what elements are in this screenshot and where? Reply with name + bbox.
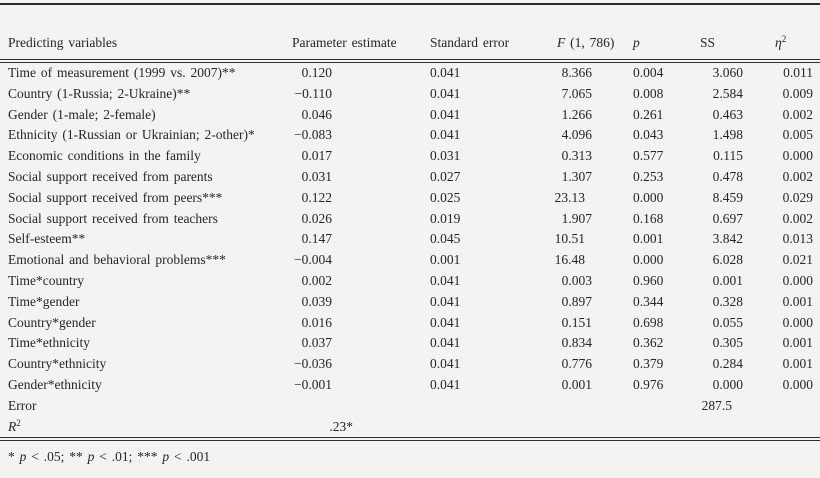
eta-exponent: 2 bbox=[781, 34, 787, 44]
cell-p-value: 0.000 bbox=[633, 189, 664, 205]
header-row bbox=[0, 4, 820, 61]
cell-parameter-estimate: 0.120 bbox=[301, 65, 332, 80]
cell-f-value: 1.907 bbox=[561, 210, 592, 226]
cell-predictor: Ethnicity (1-Russian or Ukrainian; 2-other)* bbox=[8, 127, 255, 143]
footnote-text: < .05; ** bbox=[26, 449, 88, 465]
p-symbol: p bbox=[19, 449, 27, 465]
cell-f-value: 0.313 bbox=[561, 148, 592, 164]
cell-p-value: 0.043 bbox=[633, 127, 664, 143]
cell-p-value: 0.698 bbox=[633, 314, 664, 330]
cell-p-value: 0.001 bbox=[633, 231, 664, 247]
cell-parameter-estimate: 0.002 bbox=[301, 272, 332, 288]
cell-p-value: 0.362 bbox=[633, 335, 664, 351]
table-row-r-squared bbox=[0, 417, 820, 440]
cell-ss: 6.028 bbox=[712, 252, 743, 268]
r-symbol: R bbox=[8, 418, 17, 434]
cell-eta-squared: 0.002 bbox=[782, 106, 813, 122]
table-row bbox=[0, 167, 820, 188]
cell-standard-error: 0.045 bbox=[430, 231, 461, 247]
cell-p-value: 0.976 bbox=[633, 376, 664, 392]
cell-parameter-estimate: −0.036 bbox=[294, 356, 332, 372]
cell-p-value: 0.344 bbox=[633, 293, 664, 309]
cell-predictor: Country*ethnicity bbox=[8, 356, 107, 372]
table-row bbox=[0, 105, 820, 126]
cell-eta-squared: 0.001 bbox=[782, 335, 813, 351]
cell-parameter-estimate: −0.004 bbox=[294, 252, 332, 268]
cell-eta-squared: 0.001 bbox=[782, 293, 813, 309]
cell-eta-squared: 0.001 bbox=[782, 356, 813, 372]
cell-predictor: Social support received from peers*** bbox=[8, 189, 223, 205]
cell-predictor: Time*gender bbox=[8, 293, 80, 309]
col-header-eta-squared bbox=[755, 4, 820, 61]
cell-standard-error: 0.041 bbox=[430, 293, 461, 309]
cell-empty bbox=[545, 417, 610, 440]
cell-parameter-estimate: 0.017 bbox=[301, 148, 332, 164]
table-row bbox=[0, 125, 820, 146]
cell-f-value: 16.48 bbox=[554, 252, 585, 268]
p-symbol: p bbox=[633, 35, 640, 50]
cell-f-value: 1.307 bbox=[561, 168, 592, 184]
cell-parameter-estimate: 0.031 bbox=[301, 168, 332, 184]
cell-standard-error: 0.041 bbox=[430, 127, 461, 143]
cell-empty bbox=[410, 417, 545, 440]
cell-parameter-estimate: 0.016 bbox=[301, 314, 332, 330]
cell-eta-squared: 0.000 bbox=[782, 272, 813, 288]
table-row bbox=[0, 292, 820, 313]
cell-predictor: Time*ethnicity bbox=[8, 335, 91, 351]
cell-ss: 3.842 bbox=[712, 231, 743, 247]
cell-f-value: 0.003 bbox=[561, 272, 592, 288]
cell-empty bbox=[285, 396, 410, 417]
cell-p-value: 0.004 bbox=[633, 65, 664, 80]
table-row-error bbox=[0, 396, 820, 417]
col-header-predicting-variables: Predicting variables bbox=[0, 4, 285, 61]
cell-ss: 0.463 bbox=[712, 106, 743, 122]
cell-predictor: Time of measurement (1999 vs. 2007)** bbox=[8, 65, 236, 80]
cell-standard-error: 0.041 bbox=[430, 85, 461, 101]
cell-eta-squared: 0.000 bbox=[782, 314, 813, 330]
col-header-parameter-estimate: Parameter estimate bbox=[285, 4, 410, 61]
cell-predictor: Error bbox=[8, 397, 37, 413]
cell-p-value: 0.008 bbox=[633, 85, 664, 101]
f-degrees-of-freedom: (1, 786) bbox=[565, 35, 615, 50]
cell-parameter-estimate: −0.110 bbox=[294, 85, 332, 101]
cell-ss: 0.284 bbox=[712, 356, 743, 372]
cell-ss: 2.584 bbox=[712, 85, 743, 101]
col-header-p-value bbox=[610, 4, 690, 61]
col-header-standard-error: Standard error bbox=[410, 4, 545, 61]
cell-eta-squared: 0.002 bbox=[782, 168, 813, 184]
cell-p-value: 0.000 bbox=[633, 252, 664, 268]
cell-p-value: 0.168 bbox=[633, 210, 664, 226]
cell-p-value: 0.960 bbox=[633, 272, 664, 288]
cell-f-value: 0.151 bbox=[561, 314, 592, 330]
footnote-text: * bbox=[8, 449, 20, 465]
cell-standard-error: 0.031 bbox=[430, 148, 461, 164]
cell-empty bbox=[410, 396, 545, 417]
table-row bbox=[0, 146, 820, 167]
cell-standard-error: 0.027 bbox=[430, 168, 461, 184]
cell-ss: 0.055 bbox=[712, 314, 743, 330]
cell-f-value: 4.096 bbox=[561, 127, 592, 143]
cell-f-value: 8.366 bbox=[561, 65, 592, 80]
cell-standard-error: 0.041 bbox=[430, 335, 461, 351]
cell-f-value: 23.13 bbox=[554, 189, 585, 205]
cell-parameter-estimate: 0.147 bbox=[301, 231, 332, 247]
cell-predictor: Country (1-Russia; 2-Ukraine)** bbox=[8, 85, 191, 101]
cell-empty bbox=[755, 396, 820, 417]
cell-ss: 0.697 bbox=[712, 210, 743, 226]
cell-f-value: 0.897 bbox=[561, 293, 592, 309]
cell-f-value: 10.51 bbox=[554, 231, 585, 247]
cell-predictor: Country*gender bbox=[8, 314, 96, 330]
cell-standard-error: 0.019 bbox=[430, 210, 461, 226]
cell-parameter-estimate: −0.001 bbox=[294, 376, 332, 392]
table-row bbox=[0, 229, 820, 250]
table-row bbox=[0, 209, 820, 230]
cell-eta-squared: 0.009 bbox=[782, 85, 813, 101]
cell-parameter-estimate: 0.026 bbox=[301, 210, 332, 226]
cell-ss: 0.001 bbox=[712, 272, 743, 288]
cell-f-value: 0.776 bbox=[561, 356, 592, 372]
cell-empty bbox=[545, 396, 610, 417]
cell-predictor: Gender (1-male; 2-female) bbox=[8, 106, 156, 122]
table-body bbox=[0, 61, 820, 439]
cell-parameter-estimate: 0.039 bbox=[301, 293, 332, 309]
cell-empty bbox=[610, 417, 690, 440]
table-row bbox=[0, 61, 820, 84]
r-exponent: 2 bbox=[16, 417, 21, 428]
cell-eta-squared: 0.000 bbox=[782, 148, 813, 164]
cell-predictor: Social support received from parents bbox=[8, 168, 213, 184]
cell-eta-squared: 0.002 bbox=[782, 210, 813, 226]
cell-ss: 8.459 bbox=[712, 189, 743, 205]
cell-predictor: Social support received from teachers bbox=[8, 210, 218, 226]
cell-r-squared-label bbox=[0, 417, 285, 440]
table-row bbox=[0, 375, 820, 396]
cell-standard-error: 0.041 bbox=[430, 106, 461, 122]
eta-symbol: η bbox=[775, 35, 782, 50]
table-row bbox=[0, 188, 820, 209]
cell-empty bbox=[690, 417, 755, 440]
cell-standard-error: 0.025 bbox=[430, 189, 461, 205]
table-header bbox=[0, 4, 820, 61]
cell-predictor: Time*country bbox=[8, 272, 85, 288]
cell-parameter-estimate: 0.046 bbox=[301, 106, 332, 122]
col-header-f-statistic bbox=[545, 4, 615, 61]
cell-ss: 0.478 bbox=[712, 168, 743, 184]
cell-f-value: 0.834 bbox=[561, 335, 592, 351]
footnote-text: < .01; *** bbox=[94, 449, 163, 465]
cell-predictor: Gender*ethnicity bbox=[8, 376, 102, 392]
cell-f-value: 7.065 bbox=[561, 85, 592, 101]
cell-predictor: Self-esteem** bbox=[8, 231, 86, 247]
cell-empty bbox=[610, 396, 690, 417]
cell-standard-error: 0.041 bbox=[430, 376, 461, 392]
cell-empty bbox=[755, 417, 820, 440]
cell-eta-squared: 0.013 bbox=[782, 231, 813, 247]
cell-p-value: 0.577 bbox=[633, 148, 664, 164]
f-symbol: F bbox=[557, 35, 566, 50]
scanned-paper-table bbox=[0, 3, 820, 478]
cell-standard-error: 0.041 bbox=[430, 65, 461, 80]
col-header-sum-of-squares: SS bbox=[690, 4, 755, 61]
cell-ss: 1.498 bbox=[712, 127, 743, 143]
cell-eta-squared: 0.005 bbox=[782, 127, 813, 143]
cell-p-value: 0.261 bbox=[633, 106, 664, 122]
cell-r-squared-value: .23* bbox=[329, 418, 353, 434]
cell-eta-squared: 0.029 bbox=[782, 189, 813, 205]
footnote-text: < .001 bbox=[169, 449, 211, 465]
cell-eta-squared: 0.011 bbox=[783, 65, 813, 80]
cell-ss: 3.060 bbox=[712, 65, 743, 80]
significance-footnote bbox=[0, 449, 820, 465]
p-symbol: p bbox=[87, 449, 95, 465]
cell-ss: 0.115 bbox=[713, 148, 743, 164]
table-row bbox=[0, 354, 820, 375]
cell-p-value: 0.379 bbox=[633, 356, 664, 372]
cell-standard-error: 0.001 bbox=[430, 252, 461, 268]
cell-standard-error: 0.041 bbox=[430, 272, 461, 288]
cell-ss: 287.5 bbox=[701, 397, 732, 413]
cell-predictor: Emotional and behavioral problems*** bbox=[8, 252, 226, 268]
cell-predictor: Economic conditions in the family bbox=[8, 148, 201, 164]
cell-standard-error: 0.041 bbox=[430, 314, 461, 330]
cell-p-value: 0.253 bbox=[633, 168, 664, 184]
cell-ss: 0.000 bbox=[712, 376, 743, 392]
cell-parameter-estimate: 0.037 bbox=[301, 335, 332, 351]
cell-standard-error: 0.041 bbox=[430, 356, 461, 372]
cell-ss: 0.305 bbox=[712, 335, 743, 351]
regression-results-table bbox=[0, 3, 820, 441]
table-row bbox=[0, 333, 820, 354]
cell-f-value: 0.001 bbox=[561, 376, 592, 392]
cell-eta-squared: 0.000 bbox=[782, 376, 813, 392]
table-row bbox=[0, 271, 820, 292]
cell-ss: 0.328 bbox=[712, 293, 743, 309]
table-row bbox=[0, 313, 820, 334]
cell-parameter-estimate: 0.122 bbox=[301, 189, 332, 205]
p-symbol: p bbox=[162, 449, 170, 465]
cell-eta-squared: 0.021 bbox=[782, 252, 813, 268]
cell-f-value: 1.266 bbox=[561, 106, 592, 122]
table-row bbox=[0, 84, 820, 105]
table-row bbox=[0, 250, 820, 271]
cell-parameter-estimate: −0.083 bbox=[294, 127, 332, 143]
